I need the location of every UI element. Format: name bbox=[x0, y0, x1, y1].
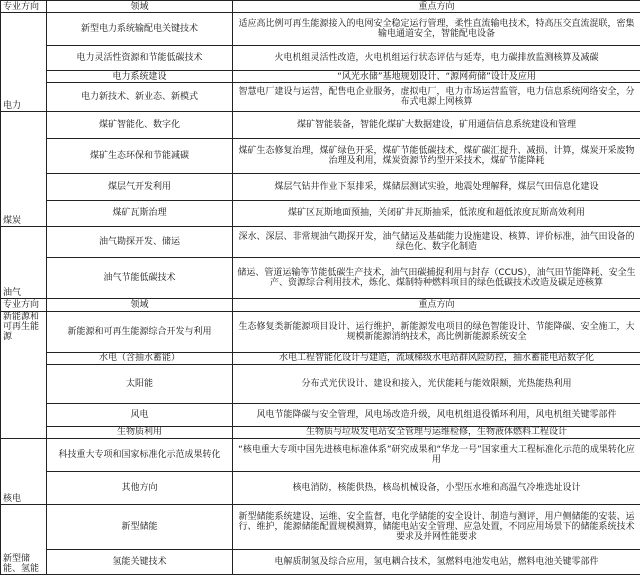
table-row bbox=[1, 550, 640, 575]
field-cell: 其他方向 bbox=[47, 472, 233, 505]
table-row bbox=[1, 472, 640, 505]
table-row bbox=[1, 227, 640, 258]
focus-cell: 水电工程智能化设计与建造，流域梯级水电站群风险防控，抽水蓄能电站数字化 bbox=[233, 352, 640, 364]
table-row bbox=[1, 46, 640, 71]
focus-cell: 火电机组灵活性改造，火电机组运行状态评估与延寿，电力碳排放监测核算及减碳 bbox=[233, 46, 640, 71]
field-cell: 水电（含抽水蓄能） bbox=[47, 352, 233, 364]
focus-cell: 深水、深层、非常规油气勘探开发，油气储运及基础能力设施建设、核算、评价标准，油气田设备的绿色化、数字化制造 bbox=[233, 227, 640, 258]
focus-cell: 煤矿智能装备，智能化煤矿大数据建设，矿用通信信息系统建设和管理 bbox=[233, 112, 640, 139]
field-cell: 电力系统建设 bbox=[47, 70, 233, 82]
focus-cell: “核电重大专项中国先进核电标准体系”研究成果和“华龙一号”国家重大工程标准化示范的成果转化应用 bbox=[233, 439, 640, 472]
field-cell: 氢能关键技术 bbox=[47, 550, 233, 575]
category-nuclear: 核电 bbox=[1, 439, 47, 505]
table-row bbox=[1, 311, 640, 352]
field-cell: 科技重大专项和国家标准化示范成果转化 bbox=[47, 439, 233, 472]
field-cell: 电力新技术、新业态、新模式 bbox=[47, 83, 233, 112]
header-focus: 重点方向 bbox=[233, 299, 640, 311]
table-row bbox=[1, 83, 640, 112]
field-cell: 生物质利用 bbox=[47, 426, 233, 438]
category-storage-hydrogen: 新型储能、氢能 bbox=[1, 504, 47, 574]
table-row bbox=[1, 200, 640, 227]
header-specialty: 专业方向 bbox=[1, 299, 47, 311]
table-row bbox=[1, 504, 640, 549]
table-row bbox=[1, 365, 640, 404]
focus-cell: 电解质制氢及综合应用，氢电耦合技术，氢燃料电池发电站，燃料电池关键零部件 bbox=[233, 550, 640, 575]
focus-cell: 煤矿生态修复治理，煤矿绿色开采，煤矿节能低碳技术，煤矿碳汇提升、减损、计算，煤炭开采废物治理及利用，煤炭资源节约型开采技术，煤矿节能降耗 bbox=[233, 138, 640, 173]
header-field: 领域 bbox=[47, 299, 233, 311]
category-coal: 煤炭 bbox=[1, 112, 47, 227]
table-row bbox=[1, 258, 640, 299]
focus-cell: 生态修复类新能源项目设计、运行维护，新能源发电项目的绿色智能设计、节能降碳、安全施工，大规模新能源消纳技术，高比例新能源系统安全 bbox=[233, 311, 640, 352]
field-cell: 新型储能 bbox=[47, 504, 233, 549]
focus-cell: 新型储能系统建设、运维、安全监督，电化学储能的安全设计、制造与测评，用户侧储能的安装、运行、维护，能源储能配置规模测算，储能电站安全管理、应急处置，不同应用场景下的储能系统技术要求及并网性能要求 bbox=[233, 504, 640, 549]
focus-cell: 分布式光伏设计、建设和接入，光伏能耗与能效限额，光热能热利用 bbox=[233, 365, 640, 404]
table-row bbox=[1, 70, 640, 82]
field-cell: 煤层气开发利用 bbox=[47, 173, 233, 200]
field-cell: 太阳能 bbox=[47, 365, 233, 404]
header-focus: 重点方向 bbox=[233, 1, 640, 13]
field-cell: 油气勘探开发、储运 bbox=[47, 227, 233, 258]
field-cell: 新型电力系统输配电关键技术 bbox=[47, 13, 233, 46]
focus-cell: 适应高比例可再生能源接入的电网安全稳定运行管理，柔性直流输电技术，特高压交直流混联，密集输电通道安全，智能配电设备 bbox=[233, 13, 640, 46]
table-header bbox=[1, 1, 640, 13]
focus-cell: 风电节能降碳与安全管理，风电场改造升级，风电机组退役循环利用，风电机组关键零部件 bbox=[233, 404, 640, 427]
table-row bbox=[1, 426, 640, 438]
field-cell: 煤矿瓦斯治理 bbox=[47, 200, 233, 227]
table-row bbox=[1, 13, 640, 46]
focus-cell: 储运、管道运输等节能低碳生产技术，油气田碳捕捉利用与封存（CCUS），油气田节能降耗、安全生产、资源综合利用技术，炼化、煤制特种燃料项目的绿色低碳技术改造及碳足迹核算 bbox=[233, 258, 640, 299]
category-renewable: 新能源和可再生能源 bbox=[1, 311, 47, 439]
table-row bbox=[1, 404, 640, 427]
field-cell: 煤矿生态环保和节能减碳 bbox=[47, 138, 233, 173]
header-field: 领域 bbox=[47, 1, 233, 13]
focus-cell: 煤矿区瓦斯地面预抽，关闭矿井瓦斯抽采，低浓度和超低浓度瓦斯高效利用 bbox=[233, 200, 640, 227]
category-power: 电力 bbox=[1, 13, 47, 112]
field-cell: 油气节能低碳技术 bbox=[47, 258, 233, 299]
focus-cell: 生物质与垃圾发电站安全管理与运维检修，生物液体燃料工程设计 bbox=[233, 426, 640, 438]
table-row bbox=[1, 138, 640, 173]
table-header bbox=[1, 299, 640, 311]
focus-cell: 煤层气钻井作业下泵排采，煤储层测试实验，地震处理解释，煤层气田信息化建设 bbox=[233, 173, 640, 200]
header-specialty: 专业方向 bbox=[1, 1, 47, 13]
table-row bbox=[1, 439, 640, 472]
field-cell: 煤矿智能化、数字化 bbox=[47, 112, 233, 139]
field-cell: 电力灵活性资源和节能低碳技术 bbox=[47, 46, 233, 71]
field-cell: 风电 bbox=[47, 404, 233, 427]
focus-cell: 核电消防，核能供热，核岛机械设备，小型压水堆和高温气冷堆选址设计 bbox=[233, 472, 640, 505]
focus-cell: “风光水储”基地规划设计、“源网荷储”设计及应用 bbox=[233, 70, 640, 82]
table-row bbox=[1, 173, 640, 200]
category-oil-gas: 油气 bbox=[1, 227, 47, 299]
focus-cell: 智慧电厂建设与运营，配售电企业服务，虚拟电厂，电力市场运营监管，电力信息系统网络安全，分布式电源上网核算 bbox=[233, 83, 640, 112]
field-cell: 新能源和可再生能源综合开发与利用 bbox=[47, 311, 233, 352]
table-row bbox=[1, 352, 640, 364]
table-row bbox=[1, 112, 640, 139]
